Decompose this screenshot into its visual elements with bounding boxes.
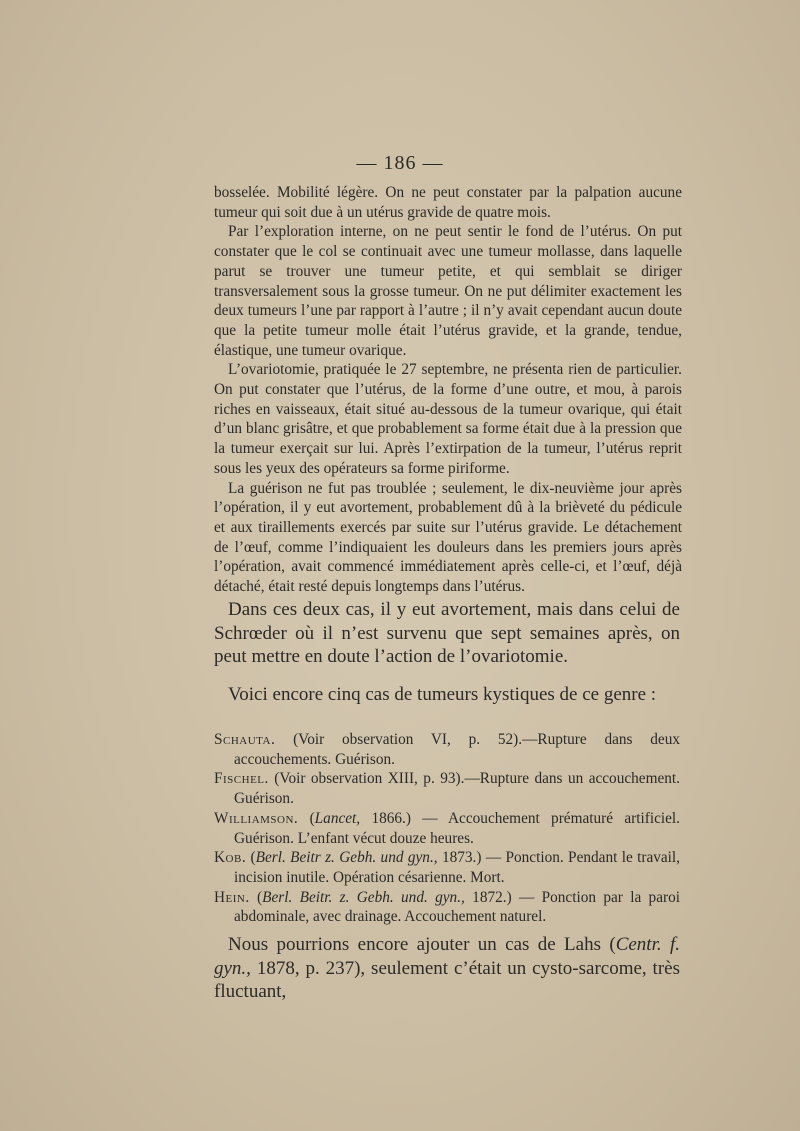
list-intro bbox=[214, 683, 680, 707]
journal-source: Centr. f. gyn., bbox=[214, 934, 681, 979]
paragraph: La guérison ne fut pas troublée ; seulement, le dix-neuvième jour après l’opération, il y eut avortement, probablement dû à la brièveté du pédicule et aux tiraillements exercés par suite sur l’utérus gravide. Le détachement de l’œuf, comme l’indiquaient les douleurs dans les premiers jours après l’opération, avait commencé immédiatement après celle-ci, et l’œuf, déjà détaché, était resté depuis longtemps dans l’utérus. bbox=[214, 479, 682, 596]
reference-text: 1866.) — Accouchement prématuré artificiel. Guérison. L’enfant vécut douze heures. bbox=[234, 809, 680, 847]
reference-author: Kob. bbox=[214, 849, 247, 867]
reference-item bbox=[214, 848, 680, 887]
reference-text: 1872.) — Ponction par la paroi abdominale, avec drainage. Accouchement naturel. bbox=[234, 888, 680, 926]
case-description bbox=[214, 183, 682, 597]
closing-paragraph bbox=[214, 933, 680, 1004]
paragraph: bosselée. Mobilité légère. On ne peut constater par la palpation aucune tumeur qui soit due à un utérus gravide de quatre mois. bbox=[214, 184, 682, 221]
reference-item bbox=[214, 888, 680, 927]
page-number: — 186 — bbox=[356, 152, 444, 174]
reference-paren: ( bbox=[298, 809, 315, 827]
case-references bbox=[214, 730, 680, 927]
text-run: Nous pourrions encore ajouter un cas de Lahs ( bbox=[228, 934, 616, 955]
paragraph bbox=[214, 933, 680, 1004]
reference-paren: ( bbox=[246, 849, 256, 867]
reference-text: (Voir observation VI, p. 52).—Rupture dans deux accouchements. Guérison. bbox=[234, 731, 680, 768]
paragraph: L’ovariotomie, pratiquée le 27 septembre, ne présenta rien de particulier. On put constater que l’utérus, de la forme d’une outre, et mou, à parois riches en vaisseaux, était situé au-dessous de la tumeur ovarique, qui était d’un blanc grisâtre, et que probablement sa forme était due à la pression que la tumeur exerçait sur lui. Après l’extirpation de la tumeur, l’utérus reprit sous les yeux des opérateurs sa forme piriforme. bbox=[214, 361, 682, 477]
reference-item bbox=[214, 730, 680, 769]
reference-author: Hein. bbox=[214, 888, 250, 906]
text-run: 1878, p. 237), seulement c’était un cysto-sarcome, très fluctuant, bbox=[214, 957, 680, 1002]
paragraph: Voici encore cinq cas de tumeurs kystiques de ce genre : bbox=[228, 684, 657, 705]
reference-source: Lancet, bbox=[314, 809, 361, 827]
reference-author: Schauta. bbox=[214, 731, 276, 748]
reference-paren: ( bbox=[249, 888, 263, 906]
reference-item bbox=[214, 809, 680, 848]
reference-item bbox=[214, 769, 680, 808]
reference-author: Williamson. bbox=[214, 809, 299, 827]
reference-source: Berl. Beitr z. Gebh. und gyn., bbox=[255, 849, 438, 867]
paragraph: Par l’exploration interne, on ne peut sentir le fond de l’utérus. On put constater que le col se continuait avec une tumeur mollasse, dans laquelle parut se trouver une tumeur petite, et qui semblait se diriger transversalement sous la grosse tumeur. On ne put délimiter exactement les deux tumeurs l’une par rapport à l’autre ; il n’y avait cependant aucun doute que la petite tumeur molle était l’utérus gravide, et la grande, tendue, élastique, une tumeur ovarique. bbox=[214, 223, 682, 359]
commentary bbox=[214, 598, 680, 669]
reference-text: (Voir observation XIII, p. 93).—Rupture dans un accouchement. Guérison. bbox=[234, 770, 680, 808]
reference-source: Berl. Beitr. z. Gebh. und. gyn., bbox=[262, 888, 465, 906]
reference-author: Fischel. bbox=[214, 770, 269, 788]
paragraph: Dans ces deux cas, il y eut avortement, mais dans celui de Schrœder où il n’est survenu que sept semaines après, on peut mettre en doute l’action de l’ovariotomie. bbox=[214, 599, 680, 667]
reference-text: 1873.) — Ponction. Pendant le travail, incision inutile. Opération césarienne. Mort. bbox=[234, 849, 680, 886]
